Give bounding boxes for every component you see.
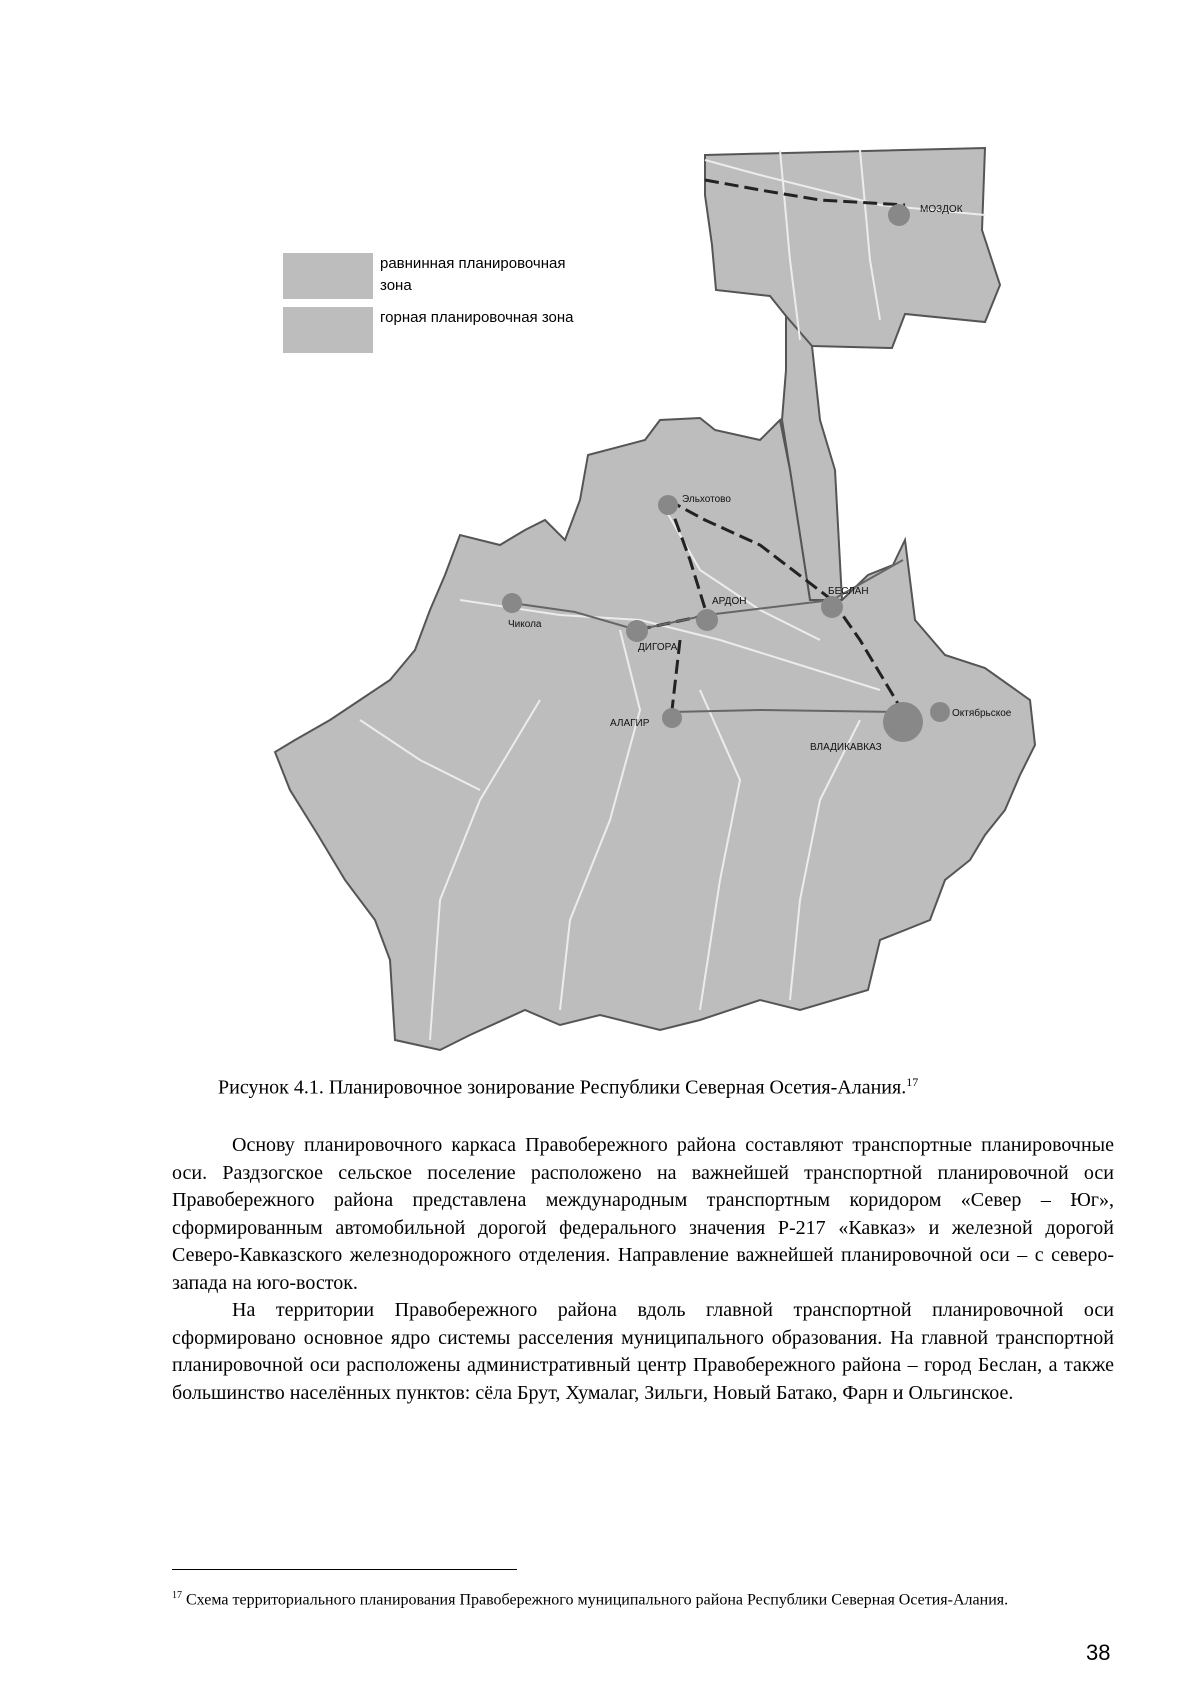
map-label-elkhotovo: Эльхотово: [682, 494, 731, 505]
settlement-marker: [821, 596, 843, 618]
map-label-beslan: БЕСЛАН: [828, 586, 869, 597]
legend-swatch: [283, 253, 373, 299]
map-label-digora: ДИГОРА: [638, 642, 678, 653]
legend-label: равнинная планировочная зона: [380, 255, 566, 294]
footnote: [172, 1585, 1114, 1610]
body-text: [172, 1132, 1114, 1407]
footnote-reference: 17: [906, 1075, 919, 1089]
paragraph: На территории Правобережного района вдоль главной транспортной планировочной оси сформировано основное ядро системы расселения муниципального образования. На главной транспортной планировочной оси расположены административный центр Правобережного района – город Беслан, а также большинство населённых пунктов: сёла Брут, Хумалаг, Зильги, Новый Батако, Фарн и Ольгинское.: [172, 1299, 1114, 1404]
map-label-ardon: АРДОН: [712, 596, 747, 607]
settlement-marker: [883, 702, 923, 742]
legend-swatch: [283, 307, 373, 353]
legend-item-plain-zone: [283, 253, 613, 299]
map-label-oktyabrskoe: Октябрьское: [952, 708, 1012, 719]
settlement-marker: [696, 609, 718, 631]
map-label-alagir: АЛАГИР: [610, 718, 650, 729]
paragraph: Основу планировочного каркаса Правобережного района составляют транспортные планировочные оси. Раздзогское сельское поселение расположено на важнейшей транспортной планировочной оси Правобережного района представлена международным транспортным коридором «Север – Юг», сформированным автомобильной дорогой федерального значения Р-217 «Кавказ» и железной дорогой Северо-Кавказского железнодорожного отделения. Направление важнейшей планировочной оси – с северо-запада на юго-восток.: [172, 1134, 1114, 1294]
settlement-marker: [658, 495, 678, 515]
footnote-separator: [172, 1569, 517, 1570]
page-number: 38: [1086, 1640, 1111, 1665]
map-label-vladikavkaz: ВЛАДИКАВКАЗ: [810, 742, 882, 753]
settlement-marker: [662, 708, 682, 728]
map-label-mozdok: МОЗДОК: [920, 204, 963, 215]
legend-label: горная планировочная зона: [380, 309, 574, 326]
settlement-marker: [930, 702, 950, 722]
legend-item-mountain-zone: [283, 307, 613, 353]
footnote-text: Схема территориального планирования Правобережного муниципального района Республики Северная Осетия-Алания.: [186, 1591, 1009, 1609]
map-label-chikola: Чикола: [508, 619, 542, 630]
settlement-marker: [626, 620, 648, 642]
settlement-marker: [502, 593, 522, 613]
settlement-marker: [888, 204, 910, 226]
figure-caption-text: Рисунок 4.1. Планировочное зонирование Республики Северная Осетия-Алания.: [218, 1076, 907, 1099]
main-territory-area: [275, 418, 1035, 1050]
figure-caption: [218, 1075, 918, 1100]
map-legend: [283, 253, 613, 361]
mozdok-district-area: [705, 148, 1000, 348]
footnote-number: 17: [172, 1590, 182, 1601]
